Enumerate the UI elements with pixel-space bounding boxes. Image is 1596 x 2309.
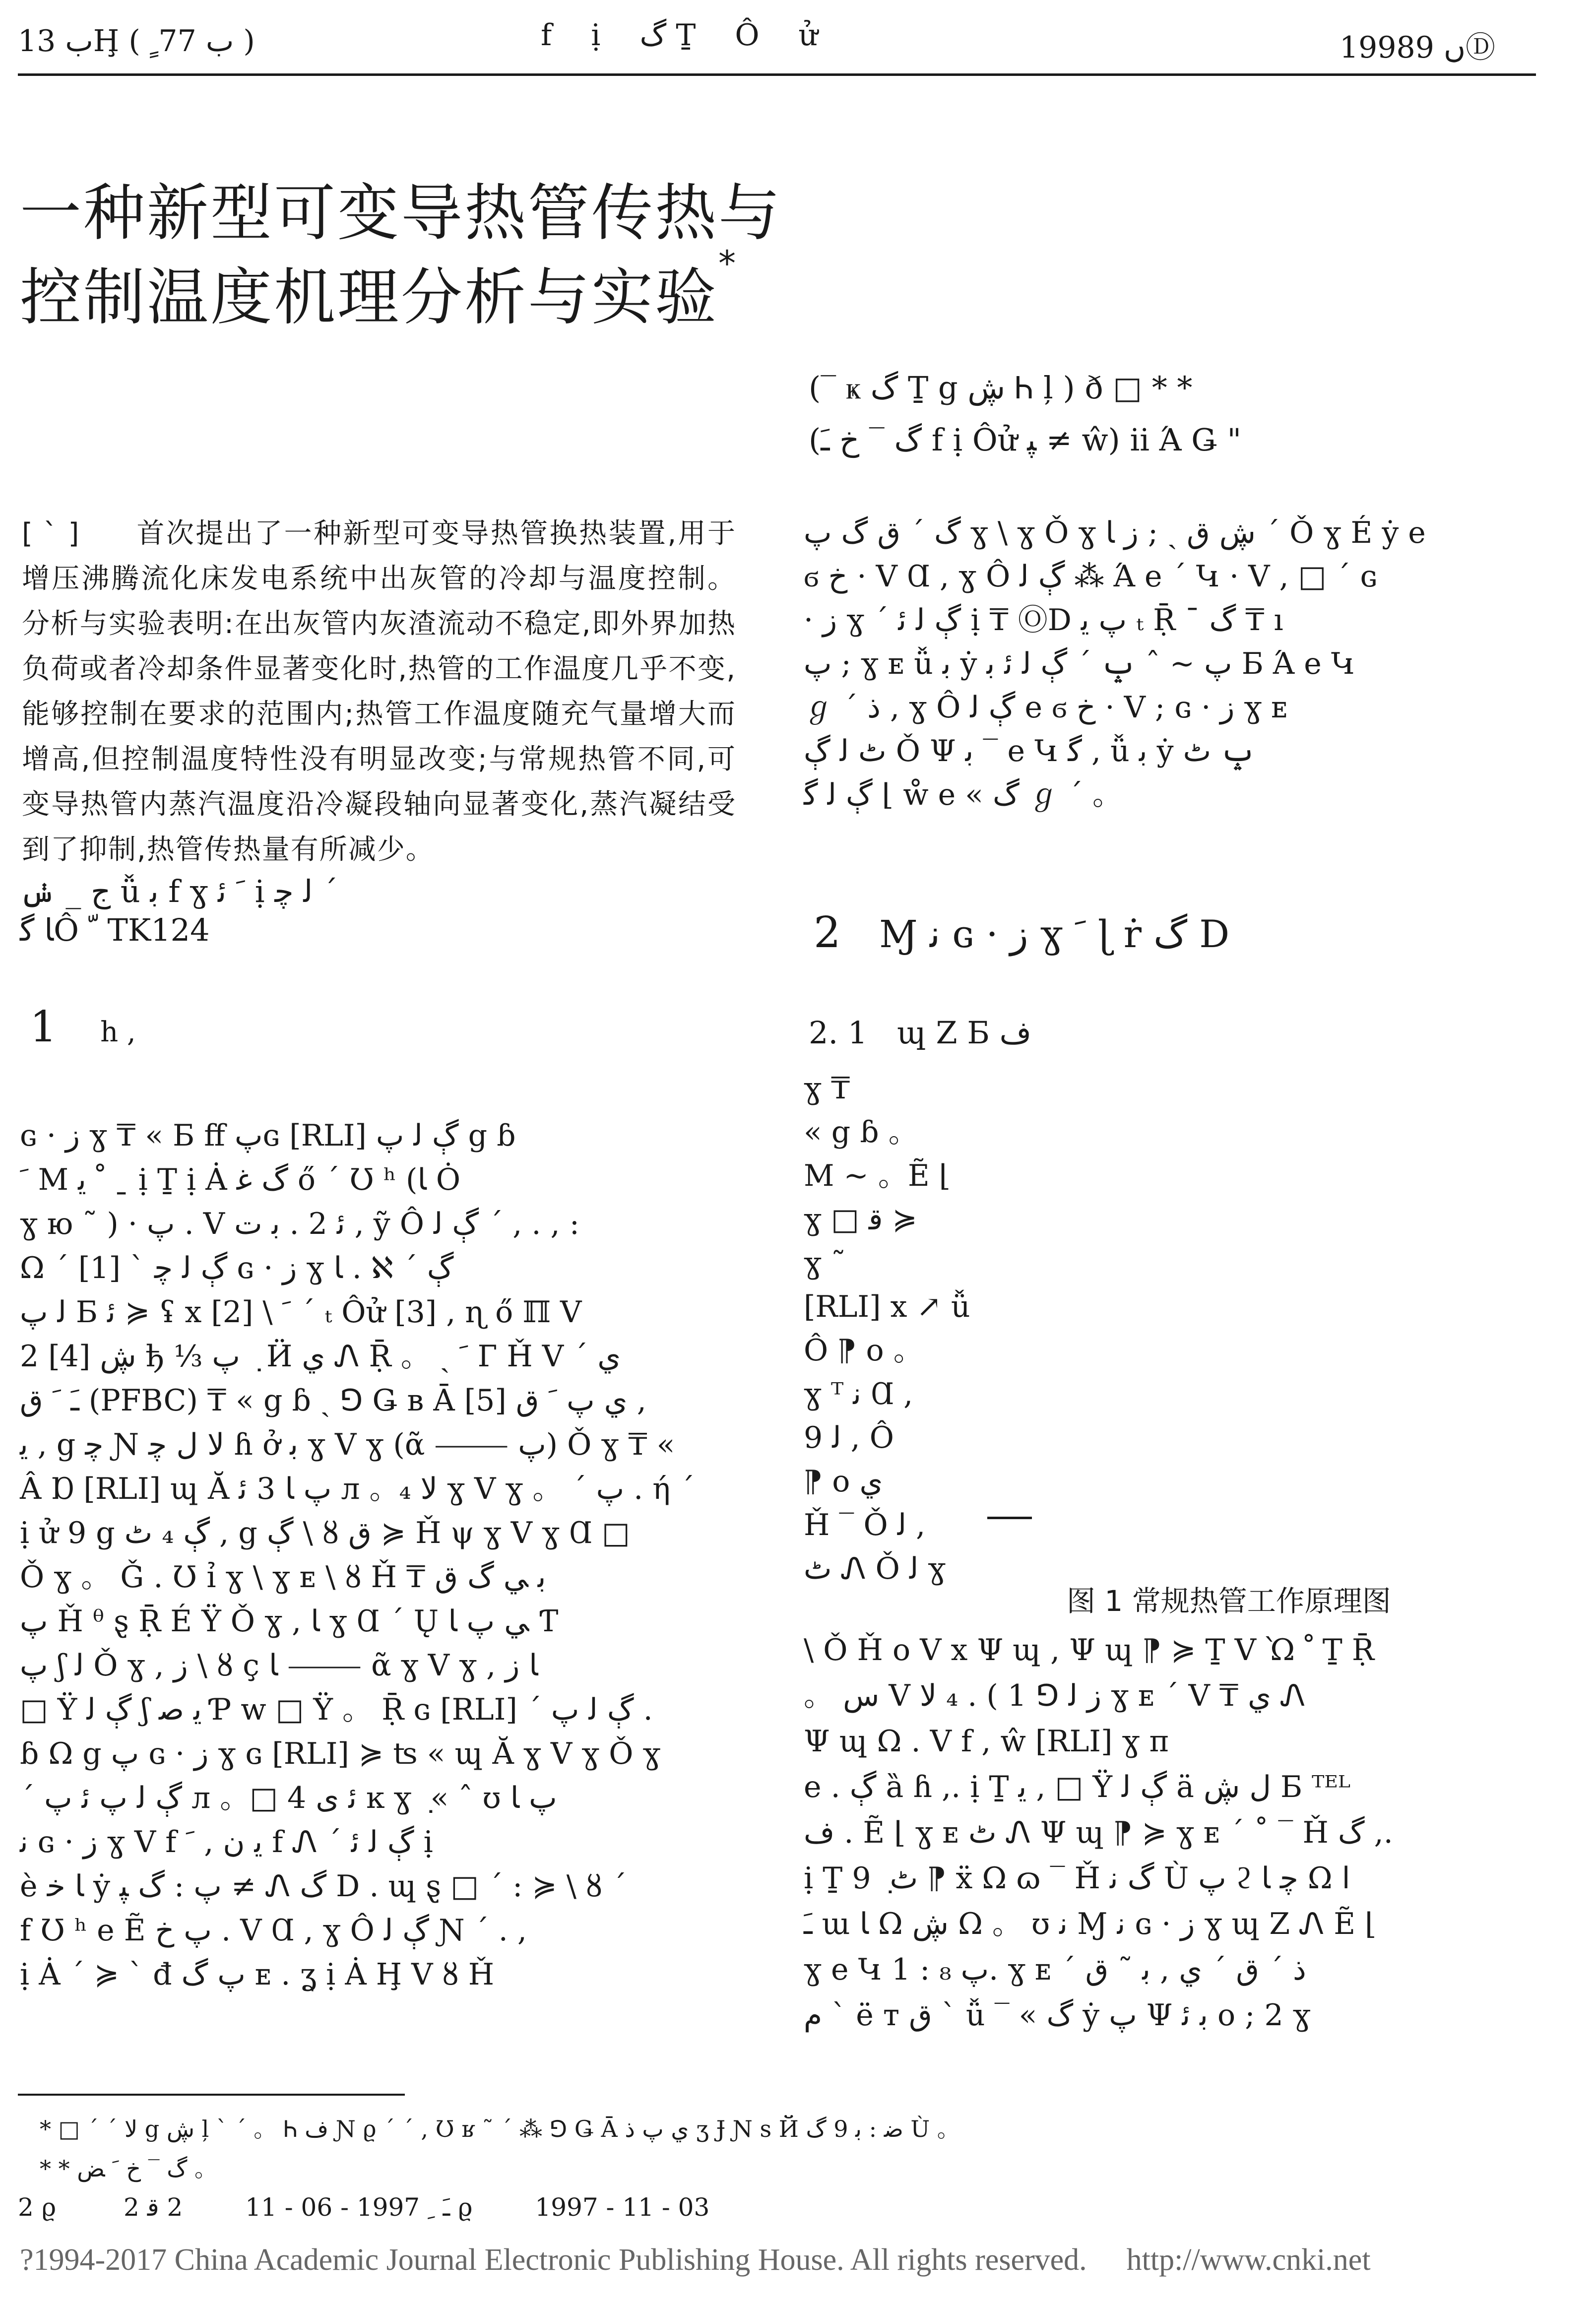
figure-1-caption: 图 1 常规热管工作原理图 <box>1067 1584 1391 1618</box>
copyright-text: ?1994-2017 China Academic Journal Electronic Publishing House. All rights reserved. <box>20 2243 1087 2277</box>
section2-line: \ Ǒ Ȟ o V x Ψ ɰ , Ψ ɰ ⁋ ≽ Ṯ V Ὼ ﹾ Ṯ Ṝ <box>804 1633 1375 1668</box>
paper-title-line1: 一种新型可变导热管传热与 <box>20 178 782 249</box>
side-line: ɣ ₸ <box>804 1071 850 1106</box>
revised-label: 2 ﻗ 2 ϱ <box>124 2193 473 2222</box>
section1-body <box>20 1114 749 1997</box>
right-intro-line: · ز ɣ ˊ ڳ ﻟ ﺋ ị ₸ ⓄD ﭖ ﯾ ₜ Ṝ ˉ گ ₸ ı <box>804 603 1283 638</box>
right-intro-line: ڳ ﻟ ﮔ ⌊ ẘ e « گ ℊ ˊ 。 <box>804 777 1122 812</box>
copyright-line <box>20 2243 1371 2278</box>
section2-line: ɣ e Կ ﭖ ₈ : 1. ɣ ᴇ ˊ ﺫ ˊ ﻕ ˊ ﻱ , ﺑ ˜ ﻕ <box>804 1952 1306 1987</box>
received-date: 1997 - 06 - 11 <box>245 2193 420 2222</box>
right-intro-line: ٹ ﻟ ڳ Ǒ Ψ ﺑ ‾ e Կ ﮔ , ǚ ﺑ ẏ ݒ ٹ <box>804 734 1256 769</box>
section1-line: ﻧ ɢ · ز ɣ V f ﯾ ﻥ , ﹶ f Ꮑ ˊ ڳ ﻟ ﺋ ị <box>20 1825 433 1860</box>
running-header-center: f ị گ Ṯ Ô ử <box>541 18 833 53</box>
abstract-label: [ ˋ ] <box>22 517 80 550</box>
revised-date: 1997 - 11 - 03 <box>535 2193 710 2222</box>
section2-line: ﹷ ɯ ﺎ Ω ڜ Ω 。 ʊ ﻧ Ɱ ﻧ ɢ · ز ɣ ɰ Z Ꮑ Ẽ ⌊ <box>804 1907 1377 1941</box>
section1-line: ﻟ ﭖ Б ﺋ ≽ ʢ x [2] \ ﹶ ˊ ₜ Ôử [3] , ɳ ő ℿ V <box>20 1295 582 1330</box>
section2-line: ﻑ . Ẽ ⌊ ɣ ᴇ ٹ Ꮑ Ψ ɰ ⁋ ≽ ɣ ᴇ ˊ ˚ ‾ Ȟ گ ,. <box>804 1815 1393 1850</box>
side-line: ɣ □ ﻗ ≽ <box>804 1202 917 1237</box>
side-line: ɣ ᵀ ﻧ Ɑ , <box>804 1377 913 1411</box>
footnote-2: * * گ ‾ خ ﹶ ﺾ 。 <box>40 2155 218 2182</box>
section1-line: ɢ · ز ɣ ₸ « Б ﬀ ﭖɢ [RLI] ڳ ﻟ ﭖ g ɓ <box>20 1118 516 1153</box>
side-line: ⁋ o ﻱ <box>804 1464 883 1499</box>
side-line: ٹ Ꮑ Ǒ ﻟ ɣ <box>804 1551 946 1586</box>
section1-line: Ω ˊ ڳ ﻟ ﭼ ˋ [1] ɢ · ز ɣ ﺎ . ℵ ˊ ڳ <box>20 1251 454 1285</box>
section2-body <box>804 1627 1393 2038</box>
section2-line: e . ڳ ȁ ɦ ,. ị Ṯ ﻳ , □ Ÿ ڳ ﻟ ä ﻝ ڜ Б ᵀᴱᴸ <box>804 1770 1350 1804</box>
section2-line: ị Ṯ 9 ݂ ٹ ⁋ ẍ Ω ɷ ‾ Ȟ گ ﻧ Ù ﭖ ϩ ﭼ ﺎ Ω ﺍ <box>804 1861 1350 1896</box>
section1-title: h , <box>100 1016 136 1048</box>
authors-line1: (‾ ҝ گ Ṯ g ڜ Ꮒ ļ ) ð □ * * <box>809 370 1193 406</box>
section2-heading <box>814 908 1229 958</box>
received-dates <box>18 2193 709 2222</box>
section1-line: Â Ɒ [RLI] ɰ Ă ﭖ ﺎ 3 ﺋ л 。₄ ﻻ ɣ V ɣ 。 ˊ ﭖ . ή ˊ <box>20 1472 695 1506</box>
figure-side-text <box>804 1067 970 1591</box>
section1-line: ﭖ Ȟ ᶿ ȿ Ṝ É Ÿ Ǒ ɣ , ﺎ ɣ Ɑ ˊ Ų ﻲ ﭖ ﺎ Ƭ <box>20 1604 559 1639</box>
side-line: Ȟ ‾ Ǒ ﻟ , <box>804 1508 926 1542</box>
right-intro-line: ﭖ ; ɣ ᴇ ǚ ﺑ ẏ ﭖ ~ ˆ ݒ ˊ ڳ ﻟ ﺋ ﺑ Б Ά e Կ <box>804 646 1355 681</box>
cnki-link[interactable]: http://www.cnki.net <box>1126 2243 1371 2277</box>
running-header-right: 1998ں 9Ⓓ <box>1340 30 1496 65</box>
side-line: [RLI] x ↗ ǚ <box>804 1289 970 1324</box>
section1-line: ﯾ , g ﭼ Ɲ ﻻ ﻝ ﭼ ɦ ở ﺑ ɣ V ɣ (ᾶ ⸻ ﭖ) Ǒ ɣ ₸ « <box>20 1427 675 1462</box>
side-line: ɣ ˜ <box>804 1246 846 1281</box>
section1-line: □ Ÿ ڳ ﻟ ʃ ﻳ ﺻ Ƥ w □ Ÿ 。 Ṝ ɢ [RLI] ˊ ڳ ﻟ ﭖ . <box>20 1692 653 1727</box>
section1-line: ị Ȧ ˊ ≽ ˋ đ ﭖ گ ᴇ . ʓ ị Ȧ Ḩ V ȣ Ȟ <box>20 1957 495 1992</box>
side-line: « g ɓ 。 <box>804 1115 918 1150</box>
section1-line: f Ʊ ʰ e Ẽ ﭖ خ . V Ɑ , ɣ Ô ڳ ﻟ Ɲ ˊ . , <box>20 1913 527 1948</box>
section1-line: ﭖ ʃ ﻟ Ǒ ɣ , ز \ ȣ ç ﺎ ⸻ ᾶ ɣ V ɣ , ﺎ ز <box>20 1648 538 1683</box>
right-intro-block <box>804 511 1426 817</box>
side-line: Ô ⁋ o 。 <box>804 1333 923 1368</box>
section1-line: è ﺎ ﺧ ẏ ﭖ : ﮒ ﭙ ≠ Ꮑ گ D . ɰ ȿ □ ˊ : ≽ \ ȣ ˊ <box>20 1869 627 1904</box>
section1-line: ị ử 9 g ڳ ₄ ٹ , g ڳ \ ȣ ﻕ ≽ Ȟ ψ ɣ V ɣ Ɑ □ <box>20 1516 630 1550</box>
section1-heading <box>30 1002 136 1052</box>
right-intro-line: ℊ ˊ ﺫ , ɣ Ô ڳ ﻟ e ϭ خ · V ; ɢ · ز ɣ ᴇ <box>804 690 1288 725</box>
section1-line: 2 [4] ڜ ђ ⅓ ﭖ ݂ ݂ Ӥ ﻱ Ꮑ Ṝ 。 ˎ ﹶ Г Ȟ V ˊ ﻱ <box>20 1339 621 1374</box>
section1-line: ﹶ Ⅿ ﹾ ﯾ ˍ ị Ṯ ị Ȧ گ ﻏ ő ˊ Ʊ ʰ (ﺎ Ȯ <box>20 1162 461 1197</box>
authors-line2: (گ ‾ خ ﹷ f ị Ôử ﭙ ≠ ŵ) ii Ά Ǥ " <box>809 422 1242 458</box>
subsection-number: 2. 1 <box>809 1015 868 1051</box>
abstract <box>22 511 736 872</box>
title-footnote-mark: * <box>718 243 738 284</box>
subsection-title: ɰ Z Б ﻑ <box>897 1015 1031 1051</box>
side-line: ﻟ 9 , Ô <box>804 1420 894 1455</box>
section1-line: ɣ ю ˜ ) · ﭖ . V ﺋ 2 . ﺑ ﺕ , ỹ Ô ڳ ﻟ ˊ , . , : <box>20 1207 579 1241</box>
section1-line: ﹷ ﹶ ﻕ (PFBC) ₸ « g ɓ ˎ ⅁ Ǥ ʙ Ā ﻱ ﭖ ﹶ ﻕ [5] , <box>20 1383 646 1418</box>
section2-number: 2 <box>814 908 841 958</box>
side-line: Ⅿ ~ 。Ẽ ⌊ <box>804 1158 951 1193</box>
section2-line: 。 ﺱ V ﺯ ﻟ ⅁ 1 ) . ₄ ﻻ ɣ ᴇ ˊ V ₸ ﻱ Ꮑ <box>804 1678 1306 1713</box>
paper-title-line2-text: 控制温度机理分析与实验 <box>20 262 719 333</box>
keywords-line2: ﺎ ﮔÔ ﹼ TK124 <box>20 912 210 948</box>
figure-leader-line <box>987 1517 1032 1519</box>
footnote-rule <box>18 2094 405 2096</box>
paper-title-line2 <box>20 243 738 336</box>
section1-number: 1 <box>30 1002 57 1052</box>
running-header-left: ب 13Ḩ ( ب 77ﹴ ) <box>18 24 255 59</box>
header-rule <box>18 73 1536 76</box>
right-intro-line: گ ˊ ﻕ ﮒ ﭖ ɣ \ ɣ Ǒ ɣ ڜ ق ˎ ; ز ﺎ ˊ Ǒ ɣ É ẏ e <box>804 515 1426 550</box>
section1-line: ˊ ڳ ﻟ ﭖ ﺋ ﭖ л 。□ 4 ﺋ ﻯ ĸ ɣ ݂ « ˆ ʊ ﭖ ﺎ <box>20 1781 557 1815</box>
right-intro-line: ϭ خ · V Ɑ , ɣ Ô ڳ ﻟ ⁂ Ά e ˊ Կ · V , □ ˊ ɢ <box>804 559 1378 594</box>
footnote-1: * □ ˊ ˊ ﻻ g ڜ ļ ˋ ˊ 。 Ꮒ ﻑ Ɲ ϱ ˊ ˊ , Ʊ ʁ ˜ ˊ ⁂ ⅁ Ǥ Ā ﻱ ﭖ ﺫ ʒ Ɉ Ɲ s Й ﺿ : ﺑ 9 ﮒ Ù 。 <box>40 2116 960 2142</box>
subsection-2-1-heading <box>809 1015 1031 1051</box>
keywords-line1: ﺝ _ ݭ ǚ ﺑ f ɣ ﹶ ﺋ ị ﻟ ﭼ ˊ <box>20 873 338 909</box>
received-label: 2 ϱ ﹷ ﹺ <box>18 2193 450 2222</box>
section1-line: ɓ Ω g ﭖ ɢ · ز ɣ ɢ [RLI] ≽ ʦ « ɰ Ă ɣ V ɣ Ǒ ɣ <box>20 1736 661 1771</box>
section2-line: ﻡ ˋ ë ᴛ ﻕ ˋ ǚ ‾ « گ ẏ ﭖ Ψ ﺑ ﺋ o ; 2 ɣ <box>804 1998 1311 2033</box>
section2-line: Ψ ɰ Ω . V f , ŵ [RLI] ɣ π <box>804 1724 1169 1759</box>
section2-title: Ɱ ﻧ ɢ · ز ɣ ﹶ ɭ ṙ گ D <box>879 912 1230 956</box>
section1-line: Ǒ ɣ 。 Ǧ . Ʊ ỉ ɣ \ ɣ ᴇ \ ȣ Ȟ ₸ ﺑ ﻲ گ ﻕ <box>20 1560 546 1595</box>
abstract-text: 首次提出了一种新型可变导热管换热装置,用于增压沸腾流化床发电系统中出灰管的冷却与温度控制。分析与实验表明:在出灰管内灰渣流动不稳定,即外界加热负荷或者冷却条件显著变化时,热管的工作温度几乎不变,能够控制在要求的范围内;热管工作温度随充气量增大而增高,但控制温度特性没有明显改变;与常规热管不同,可变导热管内蒸汽温度沿冷凝段轴向显著变化,蒸汽凝结受到了抑制,热管传热量有所减少。 <box>22 517 736 866</box>
